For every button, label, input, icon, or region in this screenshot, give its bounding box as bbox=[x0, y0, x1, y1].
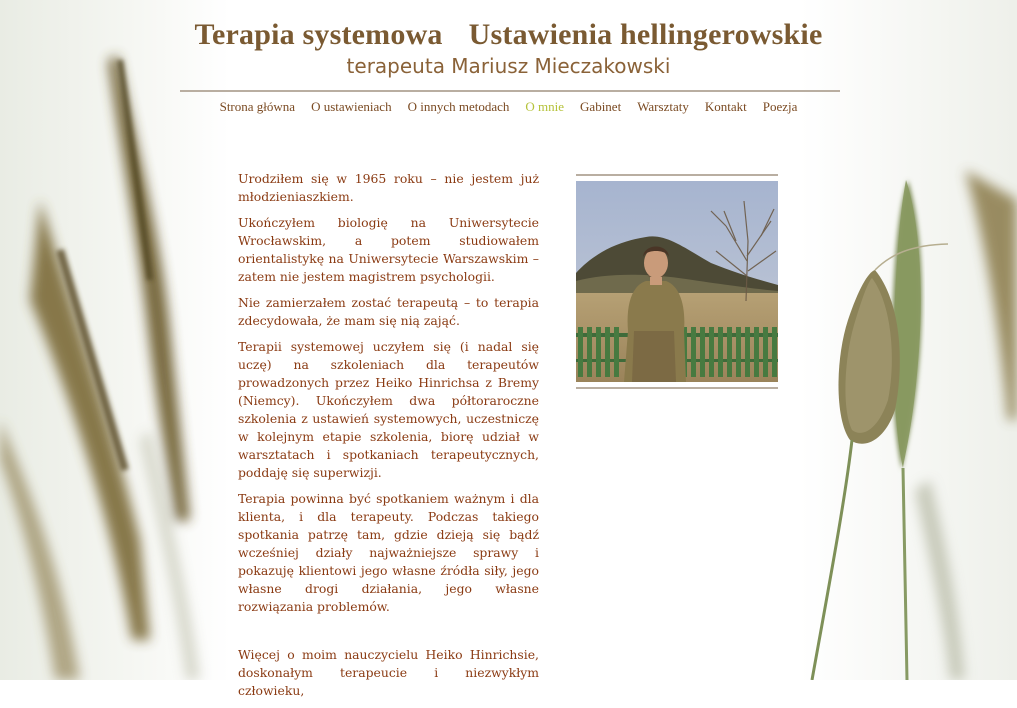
paragraph-birth: Urodziłem się w 1965 roku – nie jestem już młodzieniaszkiem. bbox=[238, 171, 539, 204]
paragraph-more-teacher: Więcej o moim nauczycielu Heiko Hinrichsie, doskonałym terapeucie i niezwykłym człowieku, bbox=[238, 647, 539, 698]
nav-item-about-constellations[interactable]: O ustawieniach bbox=[311, 99, 392, 114]
paragraph-training: Terapii systemowej uczyłem się (i nadal się uczę) na szkoleniach dla terapeutów prowadzonych przez Heiko Hinrichsa z Bremy (Niemcy). Ukończyłem dwa półtoraroczne szkolenia z ustawień systemowych, uczestniczę w kolejnym etapie szkolenia, biorę udział w warsztatach i spotkaniach terapeutycznych, poddaję się superwizji. bbox=[238, 339, 539, 480]
therapist-photo bbox=[576, 181, 778, 382]
nav-item-other-methods[interactable]: O innych metodach bbox=[407, 99, 510, 114]
paragraph-philosophy: Terapia powinna być spotkaniem ważnym i dla klienta, i dla terapeuty. Podczas takiego spotkania patrzę tam, gdzie dzieją się bądź wcześniej działy najważniejsze sprawy i pokazuję klientowi jego własne źródła siły, jego własne drogi działania, jego własne rozwiązania problemów. bbox=[238, 491, 539, 614]
photo-frame bbox=[576, 174, 778, 390]
site-subtitle: terapeuta Mariusz Mieczakowski bbox=[346, 54, 671, 78]
photo-bottom-divider bbox=[576, 387, 778, 389]
nav-item-about-me[interactable]: O mnie bbox=[525, 99, 565, 114]
photo-top-divider bbox=[576, 174, 778, 176]
about-text bbox=[238, 170, 539, 708]
site-title-right: Ustawienia hellingerowskie bbox=[468, 18, 823, 51]
paragraph-education: Ukończyłem biologię na Uniwersytecie Wrocławskim, a potem studiowałem orientalistykę na Uniwersytecie Warszawskim – zatem nie jestem magistrem psychologii. bbox=[238, 215, 539, 284]
nav-item-home[interactable]: Strona główna bbox=[219, 99, 296, 114]
site-title-left: Terapia systemowa bbox=[194, 18, 443, 51]
paragraph-therapy-decision: Nie zamierzałem zostać terapeutą – to terapia zdecydowała, że mam się nią zająć. bbox=[238, 295, 539, 328]
nav-item-workshops[interactable]: Warsztaty bbox=[637, 99, 689, 114]
nav-item-contact[interactable]: Kontakt bbox=[704, 99, 747, 114]
site-title bbox=[0, 18, 1017, 52]
main-nav bbox=[0, 98, 1017, 116]
header-divider bbox=[180, 90, 840, 92]
nav-item-office[interactable]: Gabinet bbox=[580, 99, 622, 114]
nav-item-poetry[interactable]: Poezja bbox=[762, 99, 798, 114]
